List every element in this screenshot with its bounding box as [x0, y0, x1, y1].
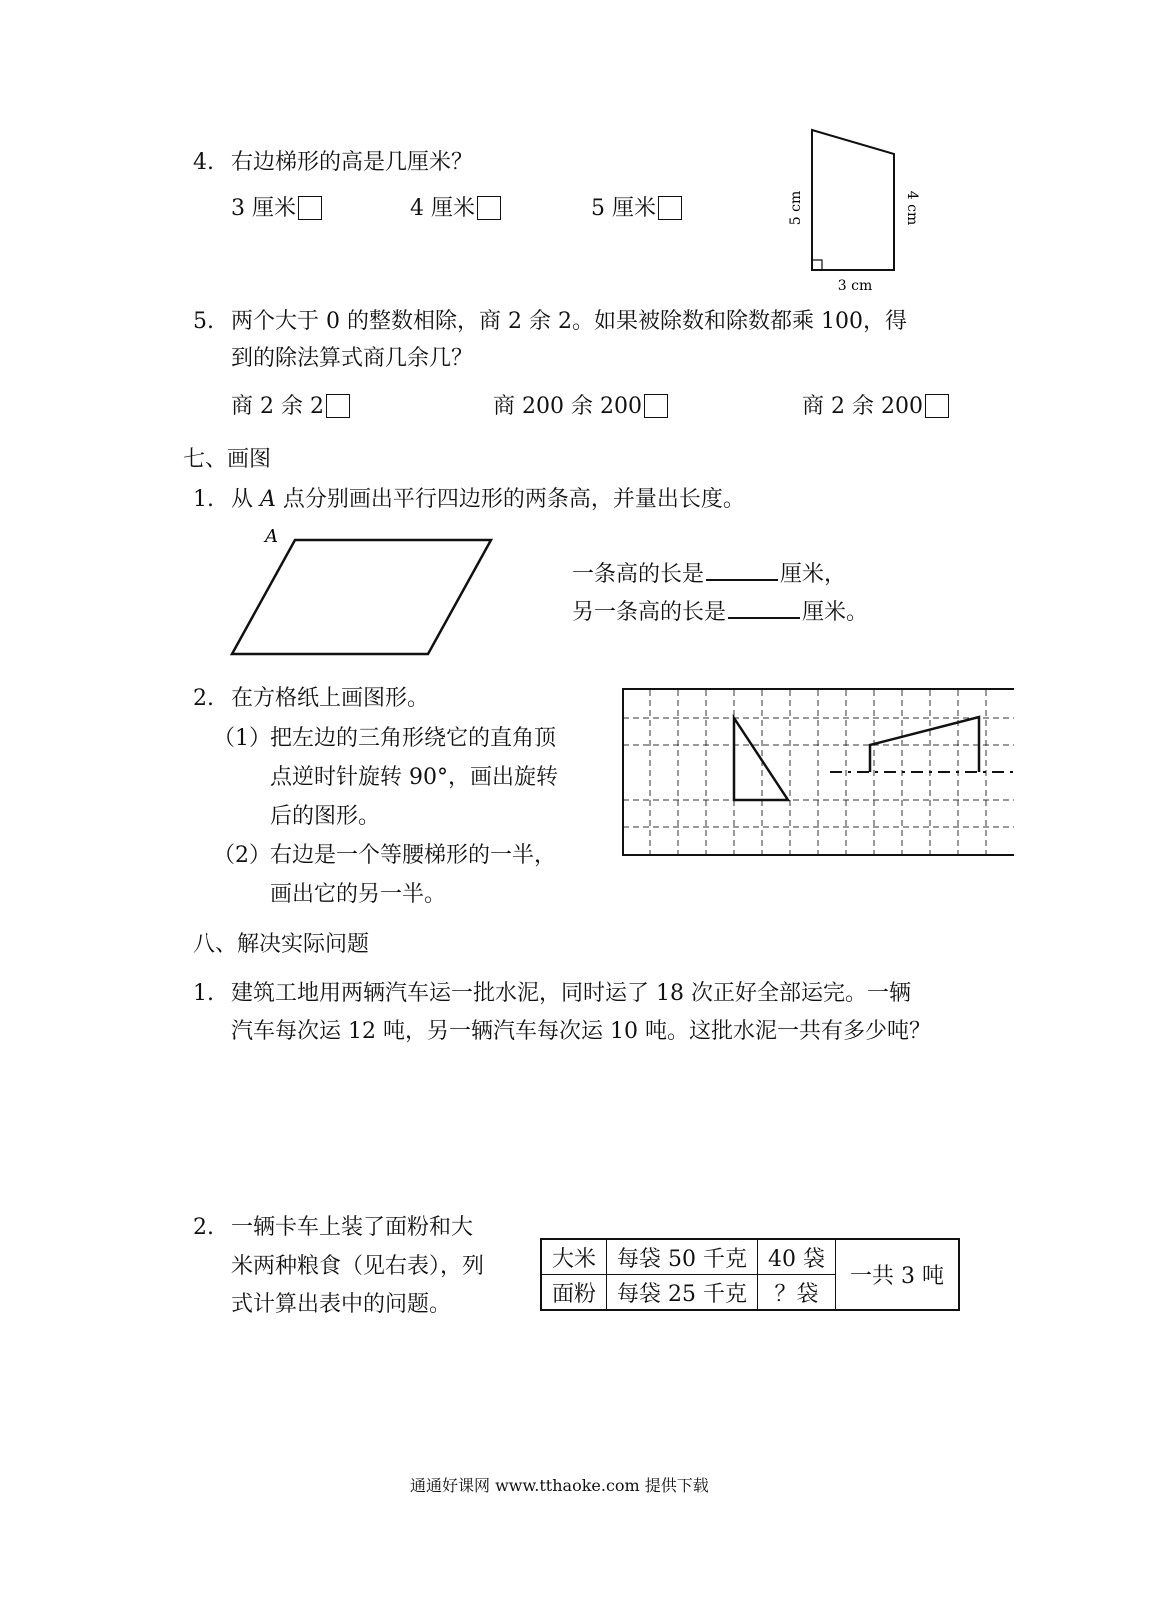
table-cell: ？袋 [758, 1275, 836, 1311]
s7-q1-point-name: A [260, 487, 276, 512]
s7-q1-text-pre: 从 [231, 487, 260, 512]
q5-option-2-label: 商 200 余 200 [493, 394, 642, 419]
q5-option-1[interactable] [231, 394, 350, 420]
height-answer-line-2 [572, 599, 868, 626]
right-angle-mark [812, 260, 822, 270]
grid-paper[interactable] [622, 688, 1014, 860]
parallelogram-shape [232, 540, 491, 654]
s7-q2-sub1-number: （1） [213, 726, 271, 751]
q5-option-3-label: 商 2 余 200 [802, 394, 923, 419]
s8-q1-number: 1. [193, 981, 214, 1006]
section8-title: 八、解决实际问题 [193, 932, 370, 957]
s7-q2-sub1-line2: 点逆时针旋转 90°，画出旋转 [270, 765, 558, 790]
s7-q1-text-post: 点分别画出平行四边形的两条高，并量出长度。 [275, 487, 745, 512]
table-cell: 40 袋 [758, 1239, 836, 1275]
height-2-prefix: 另一条高的长是 [572, 600, 727, 625]
s7-q2-number: 2. [193, 686, 214, 711]
q4-option-2-checkbox[interactable] [477, 196, 501, 220]
q5-line1: 两个大于 0 的整数相除，商 2 余 2。如果被除数和除数都乘 100，得 [231, 309, 907, 334]
vertex-a-label: A [265, 526, 278, 547]
s8-q1-line2: 汽车每次运 12 吨，另一辆汽车每次运 10 吨。这批水泥一共有多少吨？ [231, 1019, 931, 1044]
table-cell: 大米 [541, 1239, 607, 1275]
page-footer: 通通好课网 www.tthaoke.com 提供下载 [410, 1476, 709, 1495]
grain-table [540, 1238, 960, 1311]
q4-option-3-label: 5 厘米 [591, 196, 656, 221]
trapezoid-shape [812, 130, 894, 270]
height-1-prefix: 一条高的长是 [572, 562, 705, 587]
table-cell: 每袋 50 千克 [607, 1239, 758, 1275]
q5-option-2[interactable] [493, 394, 668, 420]
q4-option-1-label: 3 厘米 [231, 196, 296, 221]
trapezoid-right-label: 4 cm [904, 190, 920, 226]
trapezoid-figure [780, 120, 940, 300]
s7-q2-sub1-line1: 把左边的三角形绕它的直角顶 [270, 726, 557, 751]
s8-q2-line3: 式计算出表中的问题。 [231, 1292, 452, 1317]
s7-q1-number: 1. [193, 487, 214, 512]
q4-option-1[interactable] [231, 196, 322, 222]
s7-q2-sub2-number: （2） [213, 843, 271, 868]
parallelogram-figure [225, 520, 505, 665]
q4-number: 4. [193, 150, 214, 175]
q4-option-2-label: 4 厘米 [410, 196, 475, 221]
trapezoid-left-label: 5 cm [788, 190, 804, 226]
section7-title: 七、画图 [183, 447, 272, 472]
q5-option-2-checkbox[interactable] [644, 394, 668, 418]
height-answer-line-1 [572, 561, 846, 588]
trapezoid-bottom-label: 3 cm [837, 278, 873, 294]
q5-number: 5. [193, 309, 214, 334]
s8-q1-line1: 建筑工地用两辆汽车运一批水泥，同时运了 18 次正好全部运完。一辆 [231, 981, 911, 1006]
grid-lines [623, 690, 1014, 855]
right-triangle [734, 718, 788, 800]
height-1-suffix: 厘米， [780, 562, 847, 587]
q4-option-1-checkbox[interactable] [298, 196, 322, 220]
height-1-blank[interactable] [706, 561, 778, 581]
q5-option-1-checkbox[interactable] [326, 394, 350, 418]
q4-option-2[interactable] [410, 196, 501, 222]
table-row [541, 1239, 959, 1275]
s7-q2-text: 在方格纸上画图形。 [231, 686, 430, 711]
table-total-cell: 一共 3 吨 [836, 1239, 959, 1310]
q4-option-3-checkbox[interactable] [658, 196, 682, 220]
q4-text: 右边梯形的高是几厘米？ [231, 150, 474, 175]
height-2-blank[interactable] [728, 599, 800, 619]
s7-q2-sub2-line1: 右边是一个等腰梯形的一半， [270, 843, 557, 868]
table-cell: 面粉 [541, 1275, 607, 1311]
s8-q2-number: 2. [193, 1215, 214, 1240]
s8-q2-line1: 一辆卡车上装了面粉和大 [231, 1215, 474, 1240]
s7-q1-text [231, 487, 745, 513]
table-cell: 每袋 25 千克 [607, 1275, 758, 1311]
s7-q2-sub1-line3: 后的图形。 [270, 804, 381, 829]
q5-option-3-checkbox[interactable] [925, 394, 949, 418]
height-2-suffix: 厘米。 [802, 600, 869, 625]
s8-q2-line2: 米两种粮食（见右表），列 [231, 1254, 485, 1279]
s7-q2-sub2-line2: 画出它的另一半。 [270, 882, 447, 907]
q5-option-1-label: 商 2 余 2 [231, 394, 324, 419]
q4-option-3[interactable] [591, 196, 682, 222]
q5-option-3[interactable] [802, 394, 949, 420]
q5-line2: 到的除法算式商几余几？ [231, 346, 474, 371]
